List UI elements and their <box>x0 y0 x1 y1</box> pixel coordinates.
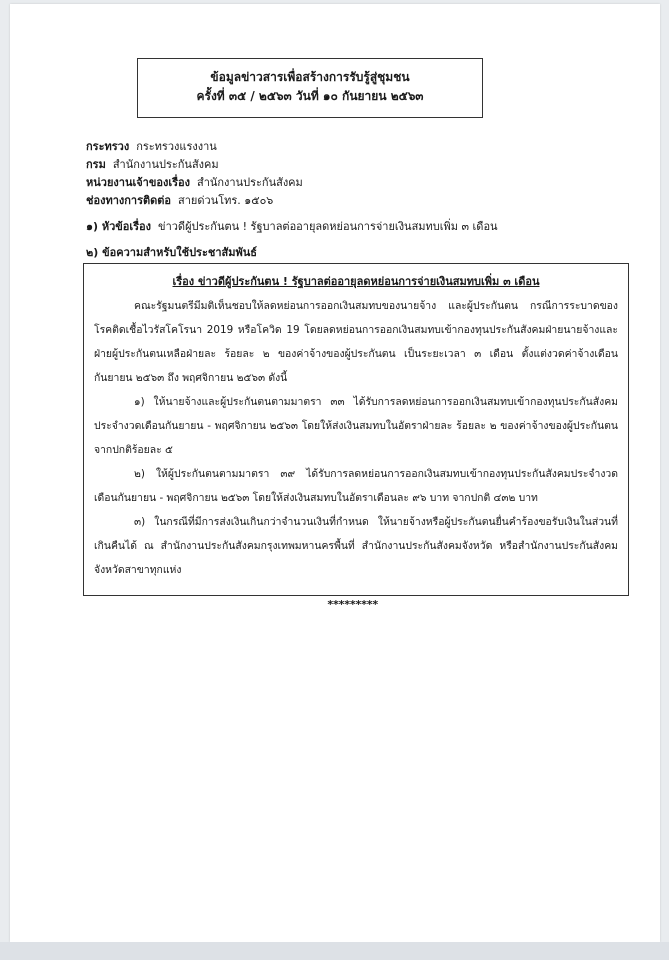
meta-contact-label: ช่องทางการติดต่อ <box>86 194 172 207</box>
message-paragraph-2: ๑) ให้นายจ้างและผู้ประกันตนตามมาตรา ๓๓ ได้รับการลดหย่อนการออกเงินสมทบเข้ากองทุนประกันสังคมประจำงวดเดือนกันยายน - พฤศจิกายน ๒๕๖๓ โดยให้ส่งเงินสมทบในอัตราฝ่ายละ ร้อยละ ๒ ของค่าจ้างของผู้ประกันตน จากปกติร้อยละ ๕ <box>94 396 618 456</box>
section-topic <box>86 218 498 235</box>
section-message <box>86 244 257 261</box>
header-issue: ครั้งที่ ๓๕ / ๒๕๖๓ วันที่ ๑๐ กันยายน ๒๕๖๓ <box>196 89 424 103</box>
meta-ministry-label: กระทรวง <box>86 140 130 153</box>
message-paragraph-1: คณะรัฐมนตรีมีมติเห็นชอบให้ลดหย่อนการออกเงินสมทบของนายจ้าง และผู้ประกันตน กรณีการระบาดของโรคติดเชื้อไวรัสโคโรนา 2019 หรือโควิด 19 โดยลดหย่อนการออกเงินสมทบเข้ากองทุนประกันสังคมฝ่ายนายจ้างและฝ่ายผู้ประกันตนเหลือฝ่ายละ ร้อยละ ๒ ของค่าจ้างของผู้ประกันตน เป็นระยะเวลา ๓ เดือน ตั้งแต่งวดค่าจ้างเดือน กันยายน ๒๕๖๓ ถึง พฤศจิกายน ๒๕๖๓ ดังนี้ <box>94 300 618 384</box>
message-paragraph-3: ๒) ให้ผู้ประกันตนตามมาตรา ๓๙ ได้รับการลดหย่อนการออกเงินสมทบเข้ากองทุนประกันสังคมประจำงวดเดือนกันยายน - พฤศจิกายน ๒๕๖๓ โดยให้ส่งเงินสมทบในอัตราเดือนละ ๙๖ บาท จากปกติ ๔๓๒ บาท <box>94 468 618 504</box>
section-topic-value: ข่าวดีผู้ประกันตน ! รัฐบาลต่ออายุลดหย่อนการจ่ายเงินสมทบเพิ่ม ๓ เดือน <box>158 220 498 233</box>
message-title: เรื่อง ข่าวดีผู้ประกันตน ! รัฐบาลต่ออายุลดหย่อนการจ่ายเงินสมทบเพิ่ม ๓ เดือน <box>172 275 540 288</box>
meta-ministry-value: กระทรวงแรงงาน <box>136 140 217 153</box>
document-page <box>10 4 660 942</box>
section-message-label: ๒) ข้อความสำหรับใช้ประชาสัมพันธ์ <box>86 246 257 259</box>
meta-contact <box>86 192 273 209</box>
meta-owner-value: สำนักงานประกันสังคม <box>196 176 303 189</box>
meta-owner <box>86 174 303 191</box>
message-paragraph-4: ๓) ในกรณีที่มีการส่งเงินเกินกว่าจำนวนเงินที่กำหนด ให้นายจ้างหรือผู้ประกันตนยื่นคำร้องขอรับเงินในส่วนที่เกินคืนได้ ณ สำนักงานประกันสังคมกรุงเทพมหานครพื้นที่ สำนักงานประกันสังคมจังหวัด หรือสำนักงานประกันสังคมจังหวัดสาขาทุกแห่ง <box>94 516 618 576</box>
section-topic-label: ๑) หัวข้อเรื่อง <box>86 220 152 233</box>
meta-department-value: สำนักงานประกันสังคม <box>112 158 219 171</box>
message-box <box>83 263 629 596</box>
header-box <box>137 58 483 118</box>
meta-department-label: กรม <box>86 158 106 171</box>
page-background-bottom <box>0 942 669 960</box>
header-title: ข้อมูลข่าวสารเพื่อสร้างการรับรู้สู่ชุมชน <box>210 70 410 84</box>
meta-ministry <box>86 138 217 155</box>
meta-contact-value: สายด่วนโทร. ๑๕๐๖ <box>178 194 274 207</box>
meta-owner-label: หน่วยงานเจ้าของเรื่อง <box>86 176 190 189</box>
meta-department <box>86 156 219 173</box>
end-marker: ********* <box>327 598 378 611</box>
